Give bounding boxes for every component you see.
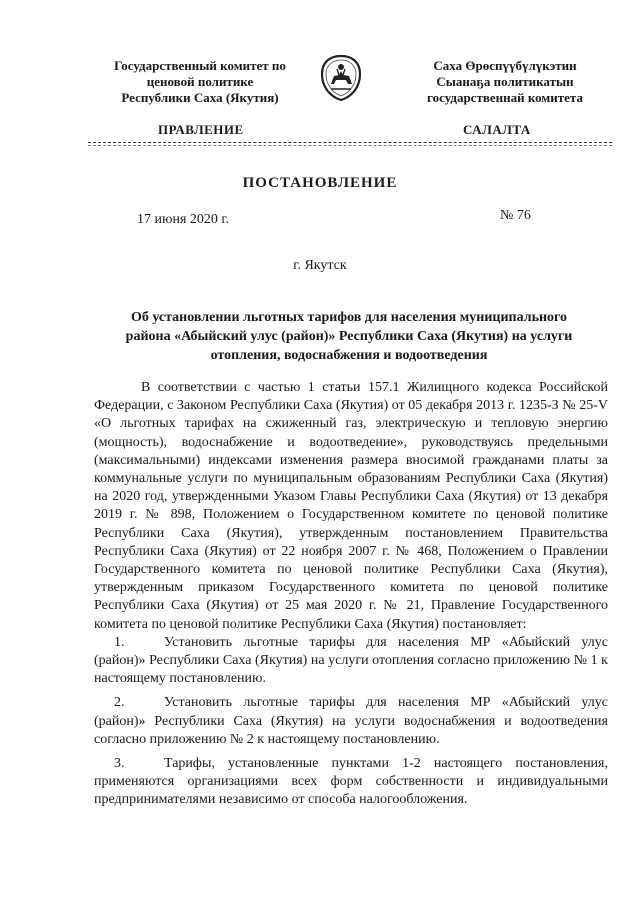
header-left-line: Республики Саха (Якутия) [121, 90, 279, 105]
header-left-line: Государственный комитет по [114, 58, 286, 73]
header-right-line: государственнай комитета [427, 90, 583, 105]
dept-right: САЛАЛТА [463, 122, 531, 137]
item-number: 2. [114, 695, 125, 711]
item-number: 1. [114, 634, 125, 650]
document-number: № 76 [500, 208, 531, 223]
resolution-item-3 [94, 755, 608, 810]
document-date: 17 июня 2020 г. [137, 212, 230, 227]
title-line: Об установлении льготных тарифов для населения муниципального [130, 310, 568, 325]
document-title [108, 308, 590, 365]
item-number: 3. [114, 756, 125, 772]
title-line: района «Абыйский улус (район)» Республики Саха (Якутия) на услуги [125, 329, 573, 344]
header-right-line: Саха Өрөспүүбүлүкэтин [433, 58, 577, 73]
document-city: г. Якутск [293, 258, 347, 273]
preamble-paragraph: В соответствии с частью 1 статьи 157.1 Жилищного кодекса Российской Федерации, с Законом Республики Саха (Якутия) от 05 декабря 2013 г. 1235-З № 25-V «О льготных тарифах на сжиженный газ, электрическую и тепловую энергию (мощность), водоснабжение и водоотведение», руководствуясь предельными (максимальными) индексами изменения размера вносимой гражданами платы за коммунальные услуги по муниципальным образованиям Республики Саха (Якутия) на 2020 год, утвержденными Указом Главы Республики Саха (Якутия) от 13 декабря 2019 г. № 898, Положением о Государственном комитете по ценовой политике Республики Саха (Якутия), утвержденным постановлением Правительства Республики Саха (Якутия) от 22 ноября 2007 г. № 468, Положением о Правлении Государственного комитета по ценовой политике Республики Саха (Якутия), утвержденным приказом Государственного комитета по ценовой политике Республики Саха (Якутия) от 25 мая 2020 г. № 21, Правление Государственного комитета по ценовой политике Республики Саха (Якутия) постановляет: [94, 380, 608, 632]
document-type: ПОСТАНОВЛЕНИЕ [242, 175, 398, 191]
document-body [94, 379, 608, 816]
title-line: отопления, водоснабжения и водоотведения [210, 348, 488, 363]
coat-of-arms-icon [319, 54, 363, 102]
resolution-item-1 [94, 634, 608, 689]
header-right-org [400, 58, 610, 106]
resolution-item-2 [94, 694, 608, 749]
item-text: Тарифы, установленные пунктами 1-2 настоящего постановления, применяются организациями всех форм собственности и индивидуальными предпринимателями независимо от способа налогообложения. [94, 756, 608, 808]
header-left-org [100, 58, 300, 106]
header-divider [88, 142, 612, 143]
dept-left: ПРАВЛЕНИЕ [158, 122, 244, 137]
item-text: Установить льготные тарифы для населения МР «Абыйский улус (район)» Республики Саха (Якутия) на услуги водоснабжения и водоотведения согласно приложению № 2 к настоящему постановлению. [94, 695, 608, 747]
header-left-line: ценовой политике [146, 74, 254, 89]
header-divider-secondary [88, 145, 612, 146]
item-text: Установить льготные тарифы для населения МР «Абыйский улус (район)» Республики Саха (Якутия) на услуги отопления согласно приложению № 1 к настоящему постановлению. [94, 634, 608, 687]
header-right-line: Сыанаҕа политикатын [436, 74, 574, 89]
